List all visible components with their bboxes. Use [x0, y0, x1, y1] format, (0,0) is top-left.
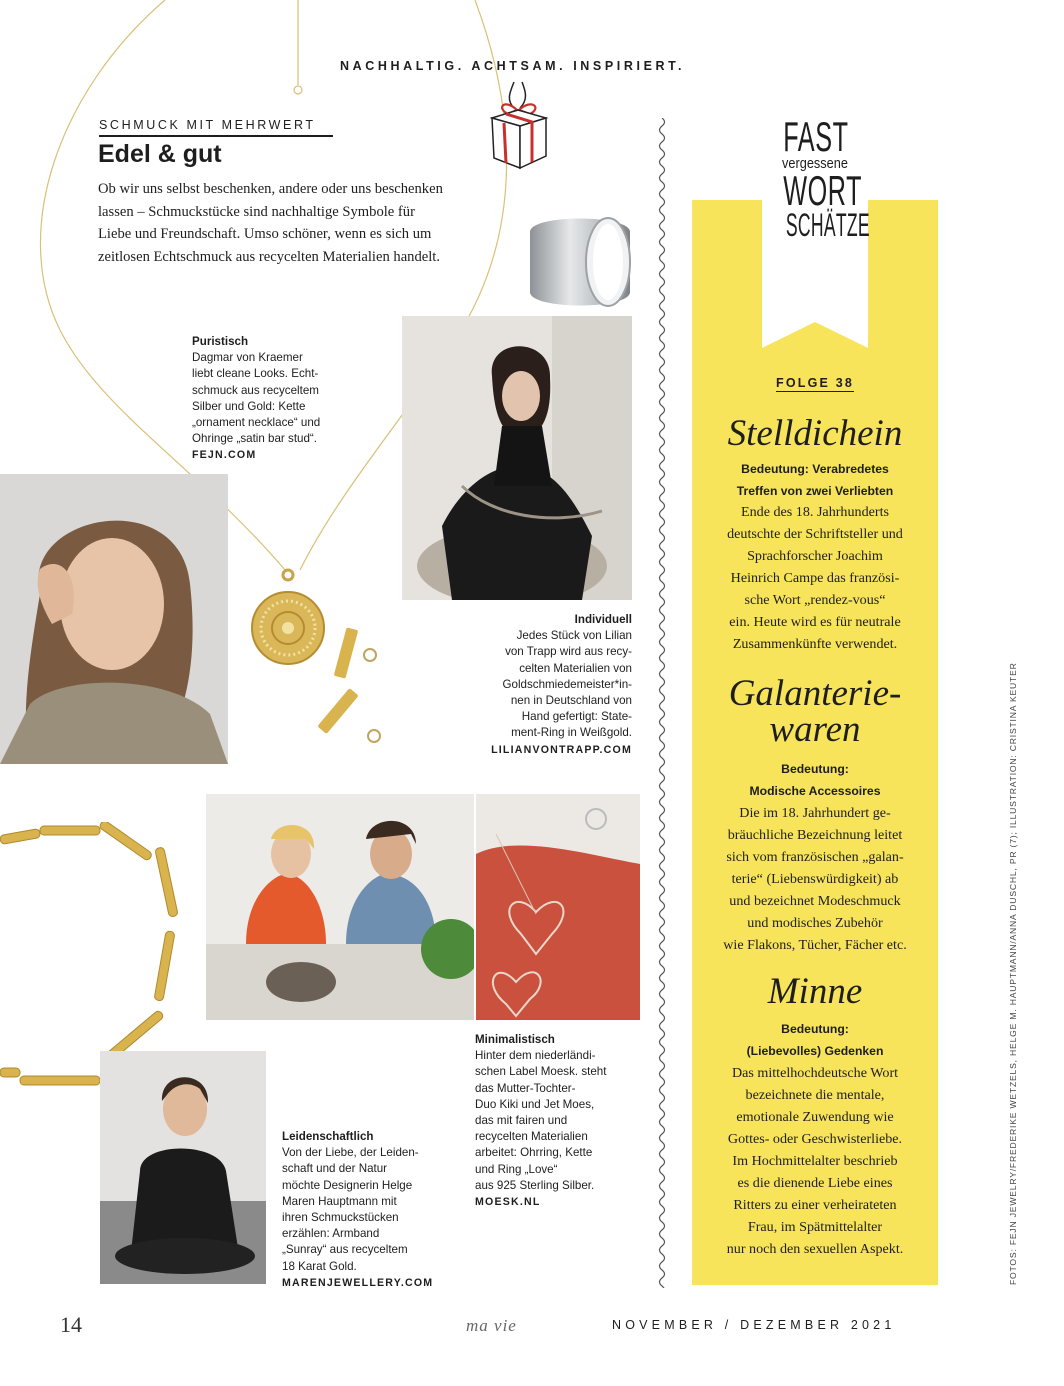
caption-minimalistisch: [475, 1032, 650, 1210]
expl-line: und modisches Zubehör: [747, 915, 883, 931]
caption-line: „Sunray“ aus recyceltem: [282, 1243, 408, 1257]
article-intro: Ob wir uns selbst beschenken, andere oder uns beschenken lassen – Schmuckstücke sind nachhaltige Symbole für Liebe und Freundschaft. Umso schöner, wenn es sich um zeitlosen Echtschmuck aus recycelten Materialien handelt.: [98, 181, 443, 265]
pendant-and-earrings: [250, 560, 390, 750]
caption-line: recycelten Materialien: [475, 1130, 588, 1144]
photo-woman-portrait: [0, 474, 228, 764]
caption-line: Jedes Stück von Lilian: [516, 629, 632, 643]
expl-line: Das mittelhochdeutsche Wort: [731, 1065, 899, 1081]
caption-line: Hinter dem niederländi-: [475, 1049, 596, 1063]
expl-line: ein. Heute wird es für neutrale: [729, 614, 901, 630]
caption-line: von Trapp wird aus recy-: [505, 645, 632, 659]
meaning-line: Bedeutung:: [781, 762, 849, 776]
banner-line: FAST: [783, 113, 849, 160]
word-line: waren: [769, 709, 861, 750]
caption-title: Minimalistisch: [475, 1033, 555, 1046]
folge-label: [692, 376, 938, 390]
caption-line: Duo Kiki und Jet Moes,: [475, 1097, 595, 1111]
glossary-explanation: [700, 1062, 930, 1260]
caption-line: ihren Schmuckstücken: [282, 1211, 399, 1225]
expl-line: Im Hochmittelalter beschrieb: [732, 1153, 898, 1169]
glossary-meaning: [692, 1018, 938, 1062]
tagline: NACHHALTIG. ACHTSAM. INSPIRIERT.: [340, 59, 686, 73]
caption-line: erzählen: Armband: [282, 1227, 380, 1241]
banner-title: [762, 113, 870, 243]
caption-line: Hand gefertigt: State-: [521, 710, 632, 724]
glossary-column: [692, 113, 938, 1285]
section-kicker: SCHMUCK MIT MEHRWERT: [99, 118, 316, 132]
silver-ring-photo: [520, 210, 640, 314]
expl-line: Gottes- oder Geschwisterliebe.: [727, 1131, 903, 1147]
caption-line: arbeitet: Ohrring, Kette: [475, 1146, 593, 1160]
expl-line: und bezeichnet Modeschmuck: [729, 893, 901, 909]
banner-line: WORT: [783, 167, 863, 214]
expl-line: Frau, im Spätmittelalter: [747, 1219, 883, 1235]
glossary-meaning: [692, 458, 938, 502]
caption-url: FEJN.COM: [192, 449, 257, 462]
caption-line: Silber und Gold: Kette: [192, 399, 306, 413]
glossary-word: [692, 971, 938, 1012]
expl-line: bezeichnete die mentale,: [745, 1087, 885, 1103]
caption-line: aus 925 Sterling Silber.: [475, 1178, 595, 1192]
expl-line: emotionale Zuwendung wie: [736, 1109, 894, 1125]
expl-line: es die dienende Liebe eines: [737, 1175, 893, 1191]
expl-line: Ritters zu einer verheirateten: [733, 1197, 897, 1213]
expl-line: sich vom französischen „galan-: [726, 849, 904, 865]
caption-line: nen in Deutschland von: [510, 694, 632, 708]
expl-line: deutschte der Schriftsteller und: [727, 526, 903, 542]
article-headline: Edel & gut: [98, 140, 222, 168]
meaning-line: Bedeutung:: [781, 1022, 849, 1036]
folge-text: FOLGE 38: [775, 376, 855, 390]
kicker-underline: [99, 135, 333, 137]
caption-leidenschaftlich: [282, 1129, 462, 1291]
photo-credits: FOTOS: FEJN JEWELRY/FREDERIKE WETZELS, HELGE M. HAUPTMANN/ANNA DUSCHL, PR (7); ILLUSTRATION: CRISTINA KEUTER: [1008, 662, 1018, 1285]
caption-line: celten Materialien von: [519, 661, 632, 675]
meaning-line: Modische Accessoires: [749, 784, 881, 798]
caption-line: das mit fairen und: [475, 1114, 568, 1128]
glossary-word: [692, 673, 938, 750]
expl-line: sche Wort „rendez-vous“: [744, 592, 886, 608]
banner-line: vergessene: [782, 155, 848, 172]
caption-line: 18 Karat Gold.: [282, 1259, 357, 1273]
magazine-logo: ma vie: [466, 1316, 517, 1335]
meaning-line: Treffen von zwei Verliebten: [736, 484, 894, 498]
expl-line: Heinrich Campe das französi-: [730, 570, 900, 586]
expl-line: Sprachforscher Joachim: [747, 548, 883, 564]
glossary-explanation: [700, 501, 930, 655]
expl-line: nur noch den sexuellen Aspekt.: [726, 1241, 904, 1257]
expl-line: terie“ (Liebenswürdigkeit) ab: [731, 871, 899, 887]
caption-line: und Ring „Love“: [475, 1162, 558, 1176]
word-line: Minne: [767, 971, 863, 1012]
glossary-meaning: [692, 758, 938, 802]
caption-line: Maren Hauptmann mit: [282, 1194, 397, 1208]
caption-line: Dagmar von Kraemer: [192, 351, 303, 365]
expl-line: wie Flakons, Tücher, Fächer etc.: [723, 937, 907, 953]
caption-line: Von der Liebe, der Leiden-: [282, 1146, 419, 1160]
caption-line: Goldschmiedemeister*in-: [502, 677, 632, 691]
caption-puristisch: [192, 334, 362, 464]
caption-title: Puristisch: [192, 335, 249, 348]
caption-line: schmuck aus recyceltem: [192, 383, 319, 397]
caption-url: LILIANVONTRAPP.COM: [491, 743, 632, 756]
word-line: Stelldichein: [727, 413, 903, 454]
caption-url: MARENJEWELLERY.COM: [282, 1276, 434, 1289]
word-line: Galanterie-: [728, 673, 902, 714]
caption-line: schaft und der Natur: [282, 1162, 388, 1176]
expl-line: Zusammenkünfte verwendet.: [732, 636, 898, 652]
glossary-word: [692, 413, 938, 454]
photo-heart-jewelry: [476, 794, 640, 1020]
caption-line: ment-Ring in Weißgold.: [511, 726, 632, 740]
caption-line: möchte Designerin Helge: [282, 1178, 413, 1192]
caption-line: liebt cleane Looks. Echt-: [192, 367, 319, 381]
banner-line: SCHÄTZE: [785, 207, 870, 243]
caption-line: „ornament necklace“ und: [192, 416, 321, 430]
expl-line: Die im 18. Jahrhundert ge-: [739, 805, 891, 821]
caption-title: Individuell: [574, 613, 632, 626]
caption-url: MOESK.NL: [475, 1196, 541, 1209]
meaning-line: (Liebevolles) Gedenken: [746, 1044, 884, 1058]
wavy-divider: [656, 118, 668, 1288]
photo-woman-in-chair: [402, 316, 632, 600]
issue-date: NOVEMBER / DEZEMBER 2021: [612, 1318, 896, 1332]
expl-line: Ende des 18. Jahrhunderts: [741, 504, 889, 520]
caption-line: schen Label Moesk. steht: [475, 1065, 607, 1079]
caption-line: Ohringe „satin bar stud“.: [192, 432, 318, 446]
photo-designer-sitting: [100, 1051, 266, 1284]
caption-title: Leidenschaftlich: [282, 1130, 374, 1143]
page-number: 14: [60, 1312, 82, 1337]
expl-line: bräuchliche Bezeichnung leitet: [727, 827, 903, 843]
gift-box-icon: [484, 80, 554, 170]
caption-individuell: [440, 612, 632, 758]
caption-line: das Mutter-Tochter-: [475, 1081, 576, 1095]
glossary-explanation: [700, 802, 930, 956]
photo-mother-daughter: [206, 794, 474, 1020]
meaning-line: Bedeutung: Verabredetes: [741, 462, 889, 476]
